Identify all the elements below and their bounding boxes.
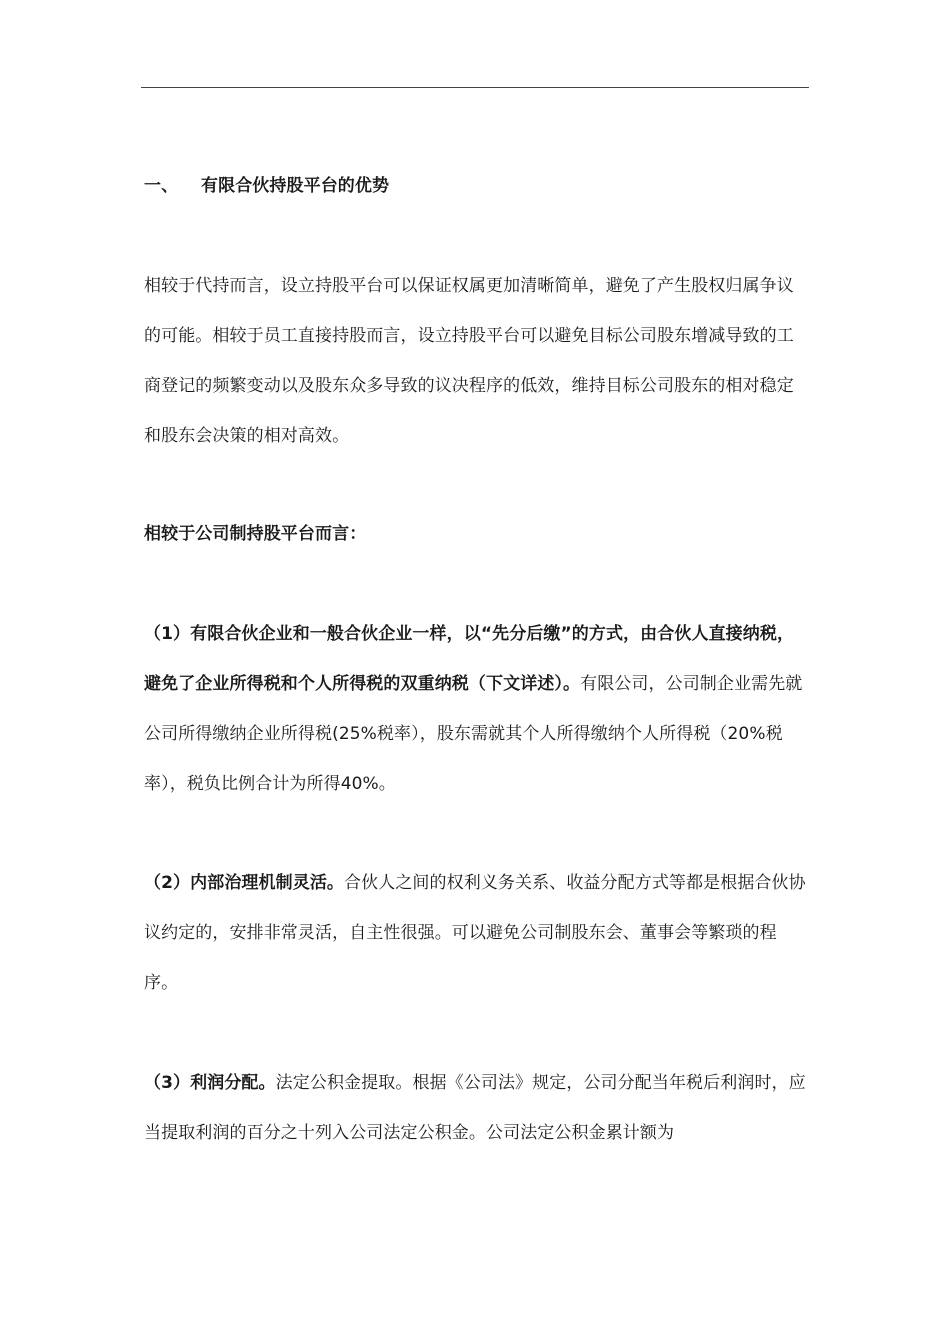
point-3-lead: （3）利润分配。	[144, 1073, 276, 1093]
point-3	[144, 1058, 810, 1158]
point-2	[144, 858, 810, 1008]
paragraph-intro: 相较于代持而言，设立持股平台可以保证权属更加清晰简单，避免了产生股权归属争议的可能。相较于员工直接持股而言，设立持股平台可以避免目标公司股东增减导致的工商登记的频繁变动以及股东众多导致的议决程序的低效，维持目标公司股东的相对稳定和股东会决策的相对高效。	[144, 276, 794, 446]
point-2-body: 合伙人之间的权利义务关系、收益分配方式等都是根据合伙协议约定的，安排非常灵活，自主性很强。可以避免公司制股东会、董事会等繁琐的程序。	[144, 873, 806, 993]
point-3-body: 法定公积金提取。根据《公司法》规定，公司分配当年税后利润时，应当提取利润的百分之十列入公司法定公积金。公司法定公积金累计额为	[144, 1073, 806, 1143]
point-1	[144, 609, 810, 809]
section-heading	[144, 161, 810, 211]
point-1-body: 有限公司，公司制企业需先就公司所得缴纳企业所得税(25%税率），股东需就其个人所得缴纳个人所得税（20%税率），税负比例合计为所得40%。	[144, 674, 803, 794]
top-divider	[141, 87, 809, 88]
section-title: 有限合伙持股平台的优势	[201, 176, 390, 196]
section-number: 一、	[144, 176, 179, 196]
point-2-lead: （2）内部治理机制灵活。	[144, 873, 345, 893]
paragraph-comparison-heading: 相较于公司制持股平台而言：	[144, 524, 367, 544]
point-1-lead: （1）有限合伙企业和一般合伙企业一样，以“先分后缴”的方式，由合伙人直接纳税，避免了企业所得税和个人所得税的双重纳税（下文详述）。	[144, 624, 795, 694]
